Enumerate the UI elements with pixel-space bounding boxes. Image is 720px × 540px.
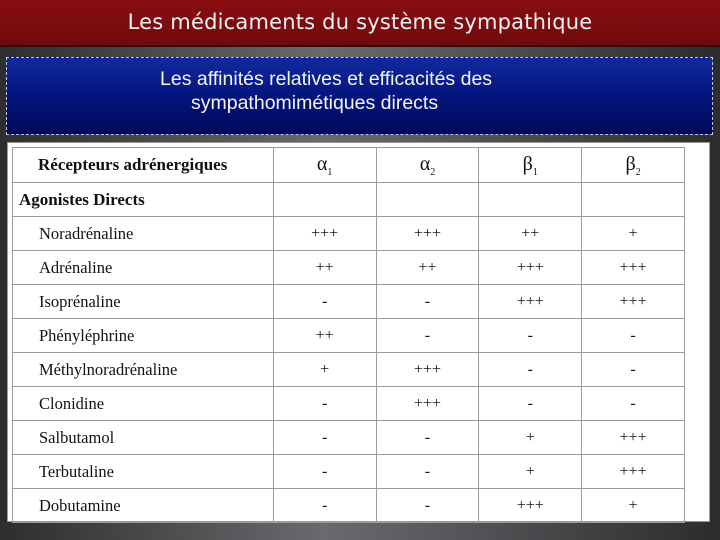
affinity-value: - <box>273 421 376 455</box>
header-alpha1: $\alpha_1$ <box>273 148 376 183</box>
affinity-value: +++ <box>376 353 479 387</box>
header-alpha2: $\alpha_2$ <box>376 148 479 183</box>
table-row <box>13 489 685 523</box>
table-row <box>13 455 685 489</box>
affinity-value: +++ <box>479 285 582 319</box>
affinity-value: + <box>479 421 582 455</box>
affinity-value: ++ <box>273 319 376 353</box>
affinity-value: - <box>376 319 479 353</box>
affinity-value: +++ <box>582 251 685 285</box>
affinity-value: - <box>582 319 685 353</box>
affinity-value: +++ <box>273 217 376 251</box>
drug-name: Dobutamine <box>13 489 274 523</box>
receptor-affinity-table <box>12 147 685 523</box>
affinity-value: +++ <box>479 251 582 285</box>
affinity-value: +++ <box>582 455 685 489</box>
affinity-value: +++ <box>582 421 685 455</box>
affinity-value: +++ <box>376 387 479 421</box>
affinity-value: - <box>479 353 582 387</box>
affinity-value: - <box>479 387 582 421</box>
affinity-value: - <box>376 455 479 489</box>
slide-title: Les médicaments du système sympathique <box>127 10 593 34</box>
subtitle-box <box>6 57 713 135</box>
affinity-value: +++ <box>582 285 685 319</box>
affinity-value: - <box>582 387 685 421</box>
table-image-frame <box>7 142 710 522</box>
table-header-row <box>13 148 685 183</box>
drug-name: Clonidine <box>13 387 274 421</box>
title-bar <box>0 0 720 47</box>
affinity-value: - <box>273 455 376 489</box>
affinity-value: +++ <box>479 489 582 523</box>
table-row <box>13 285 685 319</box>
drug-name: Méthylnoradrénaline <box>13 353 274 387</box>
drug-name: Phényléphrine <box>13 319 274 353</box>
affinity-value: + <box>273 353 376 387</box>
affinity-value: - <box>479 319 582 353</box>
table-row <box>13 319 685 353</box>
affinity-value: - <box>273 285 376 319</box>
drug-name: Terbutaline <box>13 455 274 489</box>
affinity-value: + <box>582 217 685 251</box>
header-receptors: Récepteurs adrénergiques <box>13 148 274 183</box>
section-label: Agonistes Directs <box>13 183 274 217</box>
affinity-value: ++ <box>479 217 582 251</box>
affinity-value: ++ <box>376 251 479 285</box>
header-beta1: $\beta_1$ <box>479 148 582 183</box>
affinity-value: - <box>582 353 685 387</box>
affinity-value: ++ <box>273 251 376 285</box>
table-row <box>13 421 685 455</box>
drug-name: Noradrénaline <box>13 217 274 251</box>
affinity-value: - <box>273 489 376 523</box>
header-beta2: $\beta_2$ <box>582 148 685 183</box>
drug-name: Salbutamol <box>13 421 274 455</box>
table-row <box>13 353 685 387</box>
subtitle-line-2: sympathomimétiques directs <box>191 92 439 114</box>
affinity-value: - <box>273 387 376 421</box>
affinity-value: - <box>376 285 479 319</box>
affinity-value: + <box>479 455 582 489</box>
affinity-value: +++ <box>376 217 479 251</box>
affinity-value: - <box>376 421 479 455</box>
subtitle-line-1: Les affinités relatives et efficacités des <box>160 68 493 90</box>
table-row <box>13 251 685 285</box>
table-body <box>13 217 685 523</box>
table-row <box>13 217 685 251</box>
affinity-value: - <box>376 489 479 523</box>
drug-name: Isoprénaline <box>13 285 274 319</box>
affinity-value: + <box>582 489 685 523</box>
section-row <box>13 183 685 217</box>
subtitle <box>160 67 700 115</box>
drug-name: Adrénaline <box>13 251 274 285</box>
table-row <box>13 387 685 421</box>
